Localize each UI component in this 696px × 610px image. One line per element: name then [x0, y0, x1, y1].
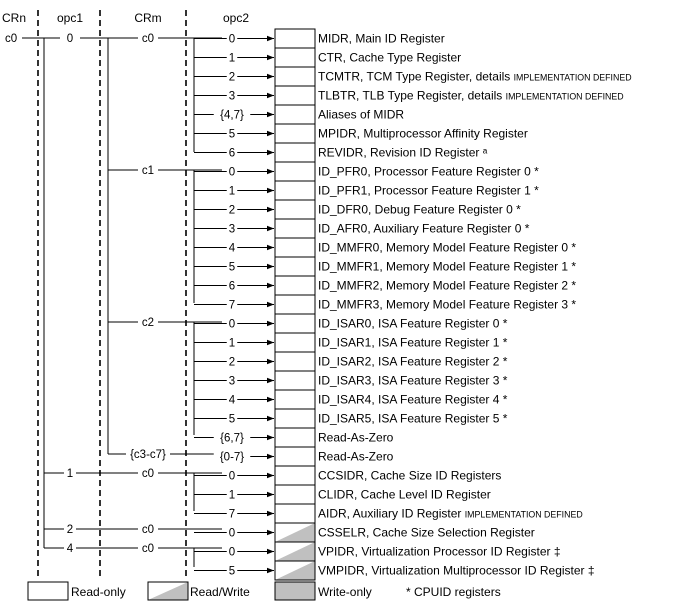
- read-only-box: [275, 390, 315, 409]
- legend-read-write-label: Read/Write: [190, 585, 250, 599]
- register-row: [194, 333, 508, 352]
- crm-value-c3c7: {c3-c7}: [130, 449, 166, 461]
- crm-value-c0c: c0: [141, 524, 155, 536]
- opc2-value: 1: [228, 337, 236, 350]
- opc2-value: 3: [228, 223, 236, 236]
- register-row: [194, 86, 624, 105]
- register-name: ID_PFR1, Processor Feature Register 1 *: [318, 183, 539, 198]
- register-name: ID_AFR0, Auxiliary Feature Register 0 *: [318, 221, 530, 236]
- read-only-box: [275, 238, 315, 257]
- read-only-box: [275, 314, 315, 333]
- crm-value-c0: c0: [141, 33, 155, 45]
- header-opc2: opc2: [222, 11, 250, 25]
- register-name: TLBTR, TLB Type Register, details IMPLEMENTATION DEFINED: [318, 88, 624, 103]
- register-name: CSSELR, Cache Size Selection Register: [318, 525, 535, 540]
- read-only-box: [275, 143, 315, 162]
- read-only-box: [275, 295, 315, 314]
- opc2-value: 1: [228, 52, 236, 65]
- opc2-value: 2: [228, 204, 236, 217]
- read-only-box: [275, 257, 315, 276]
- register-name: CTR, Cache Type Register: [318, 50, 462, 65]
- register-name: ID_MMFR3, Memory Model Feature Register 3 *: [318, 297, 577, 312]
- opc2-value: 3: [228, 90, 236, 103]
- opc2-value: 5: [228, 413, 236, 426]
- opc2-value: 7: [228, 299, 236, 312]
- opc1-value-2: 2: [66, 524, 74, 536]
- register-rows: [194, 29, 632, 580]
- register-row: [194, 105, 404, 124]
- register-name: VMPIDR, Virtualization Multiprocessor ID Register ‡: [318, 563, 595, 578]
- register-name: ID_ISAR5, ISA Feature Register 5 *: [318, 411, 508, 426]
- crm-value-c2: c2: [141, 317, 155, 329]
- opc1-value-1: 1: [66, 468, 74, 480]
- register-name: VPIDR, Virtualization Processor ID Register ‡: [318, 544, 561, 559]
- opc2-value: 2: [228, 71, 236, 84]
- register-name: Aliases of MIDR: [318, 107, 405, 122]
- register-name: ID_ISAR2, ISA Feature Register 2 *: [318, 354, 508, 369]
- register-row: [194, 542, 561, 561]
- opc2-value: 3: [228, 375, 236, 388]
- register-name: AIDR, Auxiliary ID Register IMPLEMENTATION DEFINED: [318, 506, 583, 521]
- register-row: [194, 143, 488, 162]
- opc2-value: 0: [228, 527, 236, 540]
- register-name: MIDR, Main ID Register: [318, 31, 445, 46]
- read-only-box: [275, 371, 315, 390]
- register-row: [194, 371, 508, 390]
- register-row: [194, 124, 528, 143]
- read-only-box: [275, 352, 315, 371]
- read-only-box: [275, 447, 315, 466]
- opc1-value-4: 4: [66, 543, 74, 555]
- opc2-value: 0: [228, 470, 236, 483]
- opc2-value: 5: [228, 261, 236, 274]
- register-row: [194, 48, 461, 67]
- opc2-value: {4,7}: [220, 109, 244, 122]
- read-only-box: [275, 428, 315, 447]
- register-name: ID_ISAR4, ISA Feature Register 4 *: [318, 392, 508, 407]
- read-only-box: [275, 485, 315, 504]
- register-row: [194, 257, 576, 276]
- register-name: CCSIDR, Cache Size ID Registers: [318, 468, 502, 483]
- register-name: MPIDR, Multiprocessor Affinity Register: [318, 126, 528, 141]
- register-row: [194, 390, 508, 409]
- register-row: [194, 504, 583, 523]
- register-row: [194, 295, 576, 314]
- opc2-value: {6,7}: [220, 432, 244, 445]
- opc2-value: 4: [228, 242, 236, 255]
- opc2-value: 7: [228, 508, 236, 521]
- read-only-box: [275, 124, 315, 143]
- register-name: ID_MMFR2, Memory Model Feature Register 2 *: [318, 278, 577, 293]
- crm-value-c0d: c0: [141, 543, 155, 555]
- register-name: TCMTR, TCM Type Register, details IMPLEMENTATION DEFINED: [318, 69, 632, 84]
- opc2-value: {0-7}: [219, 451, 245, 464]
- crm-value-c0b: c0: [141, 468, 155, 480]
- legend-read-only-label: Read-only: [71, 585, 126, 599]
- legend-write-only-label: Write-only: [318, 585, 372, 599]
- opc2-value: 6: [228, 280, 236, 293]
- register-row: [194, 181, 539, 200]
- read-only-box: [275, 200, 315, 219]
- read-only-box: [275, 504, 315, 523]
- register-row: [194, 67, 632, 86]
- legend: [28, 582, 501, 600]
- legend-read-only-swatch: [28, 582, 68, 600]
- register-row: [194, 466, 501, 485]
- register-row: [214, 447, 394, 466]
- register-row: [194, 219, 530, 238]
- register-name: CLIDR, Cache Level ID Register: [318, 487, 491, 502]
- register-row: [194, 162, 539, 181]
- opc1-value-0: 0: [66, 33, 74, 45]
- opc2-value: 6: [228, 147, 236, 160]
- legend-cpuid-note: * CPUID registers: [406, 585, 501, 599]
- opc2-value: 1: [228, 489, 236, 502]
- header-opc1: opc1: [56, 11, 84, 25]
- opc2-value: 0: [228, 318, 236, 331]
- header-crm: CRm: [134, 11, 162, 25]
- read-only-box: [275, 333, 315, 352]
- register-name: ID_ISAR1, ISA Feature Register 1 *: [318, 335, 508, 350]
- register-row: [194, 485, 491, 504]
- register-row: [194, 428, 394, 447]
- read-only-box: [275, 181, 315, 200]
- opc2-value: 1: [228, 185, 236, 198]
- register-name: ID_MMFR1, Memory Model Feature Register 1 *: [318, 259, 577, 274]
- register-row: [194, 561, 595, 580]
- read-only-box: [275, 409, 315, 428]
- register-row: [194, 238, 576, 257]
- opc2-value: 2: [228, 356, 236, 369]
- register-name: Read-As-Zero: [318, 449, 394, 464]
- opc2-value: 5: [228, 565, 236, 578]
- opc2-value: 0: [228, 546, 236, 559]
- crm-value-c1: c1: [141, 165, 155, 177]
- register-row: [194, 200, 521, 219]
- opc2-value: 0: [228, 33, 236, 46]
- register-row: [194, 276, 576, 295]
- register-name: ID_DFR0, Debug Feature Register 0 *: [318, 202, 521, 217]
- read-only-box: [275, 48, 315, 67]
- register-row: [194, 409, 508, 428]
- register-name: ID_ISAR0, ISA Feature Register 0 *: [318, 316, 508, 331]
- header-crn: CRn: [1, 11, 27, 25]
- legend-write-only-swatch: [275, 582, 315, 600]
- register-name: REVIDR, Revision ID Register ᵃ: [318, 145, 488, 160]
- register-row: [194, 352, 508, 371]
- opc2-value: 5: [228, 128, 236, 141]
- read-only-box: [275, 105, 315, 124]
- read-only-box: [275, 466, 315, 485]
- crn-value: c0: [5, 33, 18, 45]
- read-only-box: [275, 86, 315, 105]
- opc2-value: 4: [228, 394, 236, 407]
- register-name: Read-As-Zero: [318, 430, 394, 445]
- register-name: ID_MMFR0, Memory Model Feature Register 0 *: [318, 240, 577, 255]
- register-name: ID_ISAR3, ISA Feature Register 3 *: [318, 373, 508, 388]
- read-only-box: [275, 162, 315, 181]
- read-only-box: [275, 219, 315, 238]
- read-only-box: [275, 29, 315, 48]
- read-only-box: [275, 67, 315, 86]
- register-row: [194, 29, 445, 48]
- register-row: [194, 314, 508, 333]
- read-only-box: [275, 276, 315, 295]
- register-row: [194, 523, 535, 542]
- opc2-value: 0: [228, 166, 236, 179]
- register-name: ID_PFR0, Processor Feature Register 0 *: [318, 164, 539, 179]
